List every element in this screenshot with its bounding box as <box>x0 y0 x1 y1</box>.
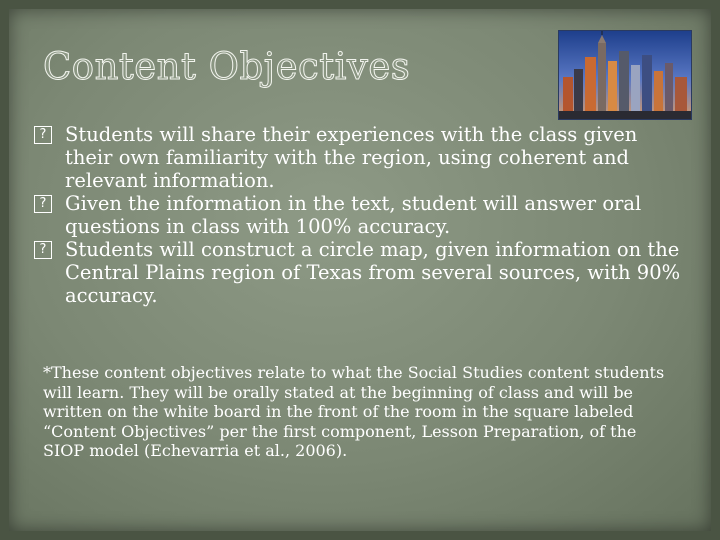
missing-glyph-icon: ? <box>34 241 52 259</box>
objectives-list <box>32 123 682 307</box>
dallas-skyline-photo <box>558 30 692 120</box>
objective-text: Given the information in the text, student will answer oral questions in class with 100% accuracy. <box>65 192 642 238</box>
slide-title: Content Objectives <box>43 45 411 88</box>
footnote: *These content objectives relate to what the Social Studies content students will learn. They will be orally stated at the beginning of class and will be written on the white board in the front of the room in the square labeled “Content Objectives” per the first component, Lesson Preparation, of the SIOP model (Echevarria et al., 2006). <box>43 363 665 460</box>
objective-item <box>32 192 682 238</box>
missing-glyph-icon: ? <box>34 195 52 213</box>
missing-glyph-icon: ? <box>34 126 52 144</box>
objective-text: Students will share their experiences with the class given their own familiarity with the region, using coherent and relevant information. <box>65 123 638 192</box>
objective-item <box>32 238 682 307</box>
objective-item <box>32 123 682 192</box>
objective-text: Students will construct a circle map, given information on the Central Plains region of Texas from several sources, with 90% accuracy. <box>65 238 681 307</box>
